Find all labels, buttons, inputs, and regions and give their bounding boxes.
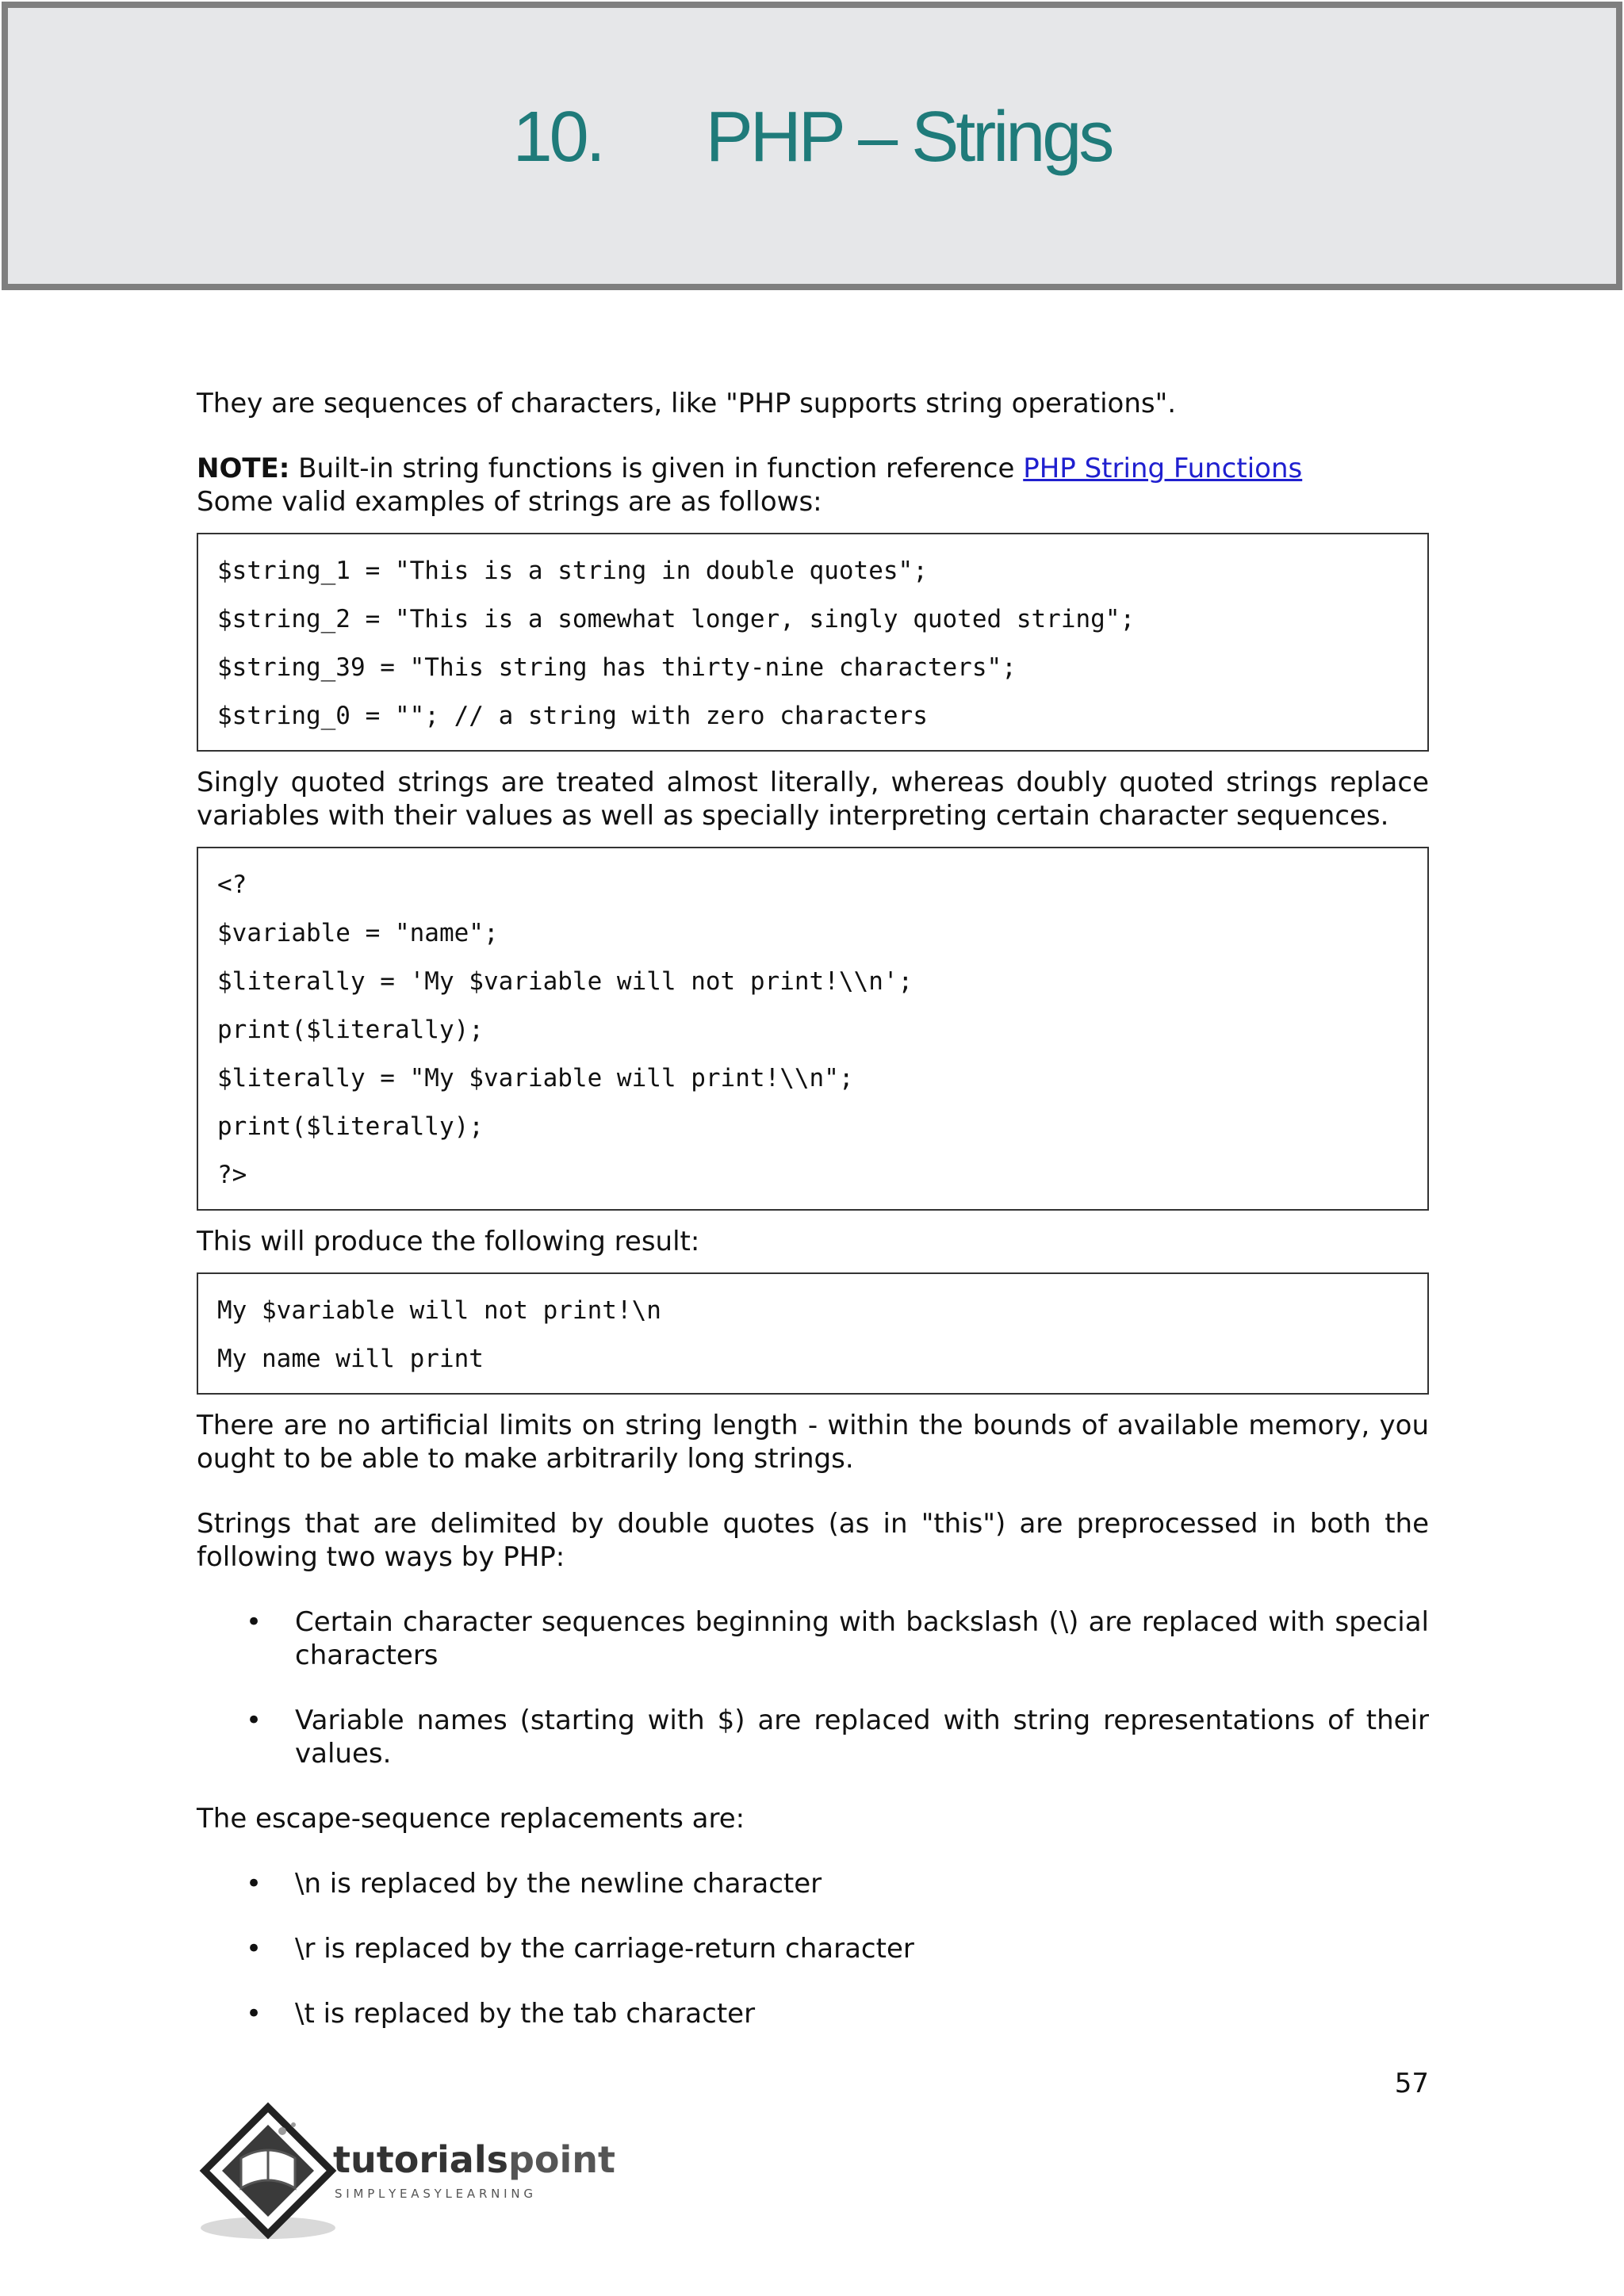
page-content bbox=[197, 387, 1429, 2030]
preprocess-list bbox=[197, 1605, 1429, 1770]
code-block-variable-example bbox=[197, 847, 1429, 1211]
code-line: $string_39 = "This string has thirty-nine characters"; bbox=[217, 653, 1017, 682]
bullet-icon: • bbox=[246, 1998, 262, 2030]
code-line: $variable = "name"; bbox=[217, 919, 499, 947]
code-line: print($literally); bbox=[217, 1112, 484, 1141]
chapter-title-text: PHP – Strings bbox=[705, 98, 1112, 177]
escape-intro: The escape-sequence replacements are: bbox=[197, 1803, 745, 1835]
code-line: My name will print bbox=[217, 1345, 484, 1373]
code-block-string-examples bbox=[197, 533, 1429, 752]
list-item-text: Certain character sequences beginning with backslash (\) are replaced with special characters bbox=[295, 1606, 1429, 1671]
note-paragraph bbox=[197, 452, 1429, 485]
code-line: $string_1 = "This is a string in double quotes"; bbox=[217, 557, 928, 585]
chapter-number: 10. bbox=[512, 98, 603, 177]
list-item bbox=[197, 1867, 1429, 1900]
code-line: ?> bbox=[217, 1161, 247, 1189]
code-block-output bbox=[197, 1272, 1429, 1395]
code-line: My $variable will not print!\n bbox=[217, 1296, 661, 1325]
singly-quoted-paragraph: Singly quoted strings are treated almost literally, whereas doubly quoted strings replace variables with their values as well as specially interpreting certain character sequences. bbox=[197, 767, 1429, 832]
chapter-title bbox=[8, 97, 1616, 178]
list-item-text: \t is replaced by the tab character bbox=[295, 1998, 756, 2030]
escape-list bbox=[197, 1867, 1429, 2030]
chapter-header bbox=[2, 2, 1622, 290]
bullet-icon: • bbox=[246, 1606, 262, 1638]
list-item bbox=[197, 1704, 1429, 1770]
list-item-text: \r is replaced by the carriage-return character bbox=[295, 1933, 914, 1965]
double-quotes-paragraph: Strings that are delimited by double quotes (as in "this") are preprocessed in both the following two ways by PHP: bbox=[197, 1508, 1429, 1573]
note-label: NOTE: bbox=[197, 453, 290, 484]
code-line: <? bbox=[217, 871, 247, 899]
note-text: Built-in string functions is given in function reference bbox=[289, 453, 1024, 484]
logo-tagline: S I M P L Y E A S Y L E A R N I N G bbox=[335, 2187, 533, 2201]
tutorialspoint-logo bbox=[197, 2101, 672, 2244]
code-line: $string_0 = ""; // a string with zero characters bbox=[217, 702, 928, 730]
list-item bbox=[197, 1605, 1429, 1672]
list-item-text: \n is replaced by the newline character bbox=[295, 1868, 822, 1900]
page-number: 57 bbox=[1394, 2068, 1429, 2099]
bullet-icon: • bbox=[246, 1705, 262, 1736]
result-intro: This will produce the following result: bbox=[197, 1226, 700, 1257]
php-string-functions-link[interactable]: PHP String Functions bbox=[1023, 453, 1303, 484]
bullet-icon: • bbox=[246, 1868, 262, 1900]
string-length-paragraph: There are no artificial limits on string length - within the bounds of available memory, you ought to be able to make arbitrarily long strings. bbox=[197, 1410, 1429, 1475]
logo-dot bbox=[291, 2122, 296, 2127]
code-line: $string_2 = "This is a somewhat longer, singly quoted string"; bbox=[217, 605, 1136, 633]
code-line: $literally = 'My $variable will not print!\\n'; bbox=[217, 967, 914, 996]
logo-wordmark: tutorialspoint bbox=[333, 2138, 616, 2181]
logo-dot bbox=[278, 2127, 286, 2135]
list-item bbox=[197, 1932, 1429, 1965]
bullet-icon: • bbox=[246, 1933, 262, 1965]
examples-intro: Some valid examples of strings are as follows: bbox=[197, 486, 822, 518]
list-item bbox=[197, 1997, 1429, 2030]
list-item-text: Variable names (starting with $) are replaced with string representations of their values. bbox=[295, 1705, 1429, 1770]
code-line: print($literally); bbox=[217, 1016, 484, 1044]
code-line: $literally = "My $variable will print!\\n"; bbox=[217, 1064, 854, 1093]
intro-paragraph: They are sequences of characters, like "PHP supports string operations". bbox=[197, 388, 1177, 419]
